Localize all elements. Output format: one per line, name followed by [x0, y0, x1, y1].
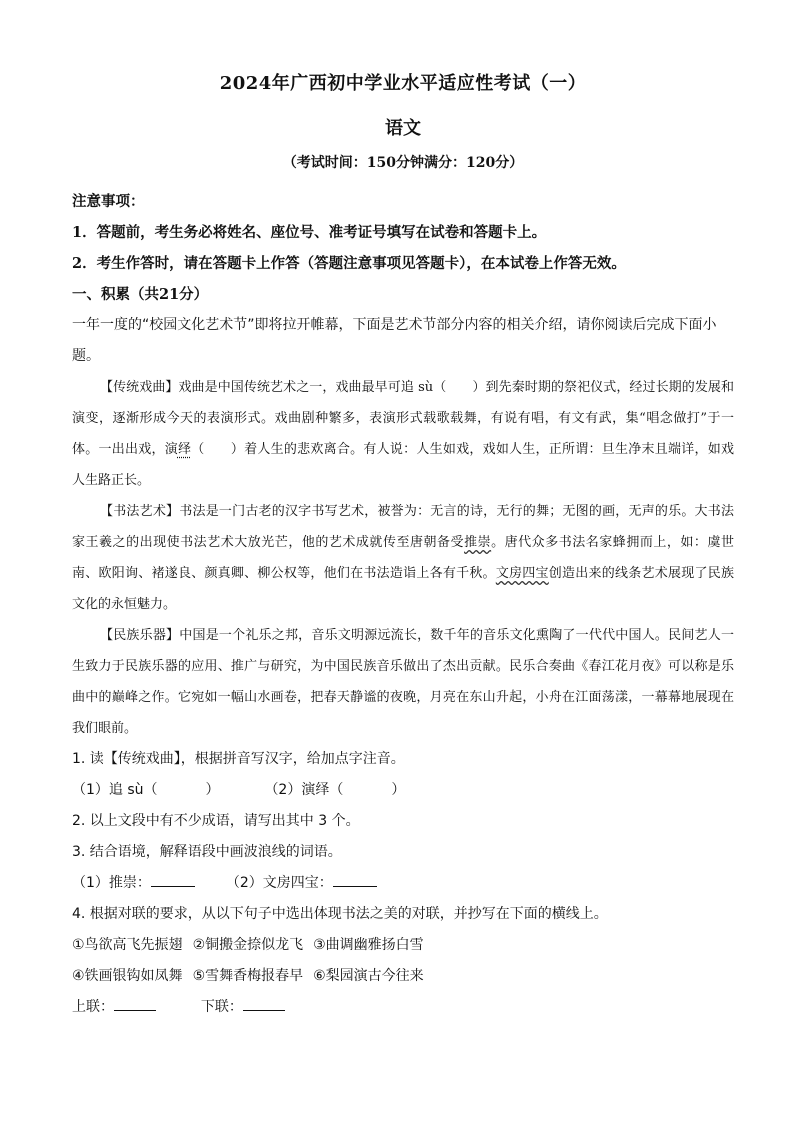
- q4-option-6: ⑥梨园演古今往来: [313, 968, 424, 984]
- q4-option-3: ③曲调幽雅扬白雪: [313, 937, 424, 953]
- q1-part-b: （2）演绎（: [264, 782, 344, 798]
- section-heading: 一、积累（共21分）: [72, 286, 209, 303]
- page-title: 2024年广西初中学业水平适应性考试（一）: [219, 73, 587, 94]
- passage-instruments: 【民族乐器】中国是一个礼乐之邦，音乐文明源远流长，数千年的音乐文化熏陶了一代代中国人。民间艺人一生致力于民族乐器的应用、推广与研究，为中国民族音乐做出了杰出贡献。民乐合奏曲《春江花月夜》可以称是乐曲中的巅峰之作。它宛如一幅山水画卷，把春天静谧的夜晚，月亮在东山升起，小舟在江面荡漾，一幕幕地展现在我们眼前。: [72, 628, 734, 736]
- q4-option-5: ⑤雪舞香梅报春早: [192, 968, 304, 984]
- q1-part-b-close: ）: [391, 782, 406, 798]
- q1-part-a-close: ）: [205, 782, 220, 798]
- subject-title: 语文: [385, 118, 421, 139]
- dotted-char: 绎: [177, 442, 192, 457]
- q4-options-row-2: [72, 961, 734, 992]
- wavy-word-wenfangsibao: 文房四宝: [495, 566, 549, 581]
- passage-calligraphy-text-1: 【书法艺术】书法是一门古老的汉字书写艺术，被誉为：无言的诗，无行的舞；无图的画，无声的乐。大书法家王羲之的出现使书法艺术大放光芒，他的艺术成就传至唐朝备受: [72, 504, 734, 550]
- q4-options-row-1: [72, 930, 734, 961]
- wavy-word-tuichong: 推崇: [464, 535, 492, 550]
- question-2-stem: 2. 以上文段中有不少成语，请写出其中 3 个。: [72, 813, 360, 829]
- question-4-stem: 4. 根据对联的要求，从以下句子中选出体现书法之美的对联，并抄写在下面的横线上。: [72, 906, 608, 922]
- passage-calligraphy-text-2: 。唐代众多书法名家蜂拥而上，如：虞世南、欧阳询、褚遂良、颜真卿、柳公权等，他们在书法造诣上各有千秋。: [72, 535, 734, 581]
- question-3-answers: [72, 868, 734, 899]
- q3-blank-a[interactable]: [151, 870, 195, 887]
- question-1-answers: [72, 775, 734, 806]
- q4-option-1: ①鸟欲高飞先振翅: [72, 937, 183, 953]
- passage-opera: [72, 372, 734, 496]
- passage-calligraphy-text-3: 创造出来的线条艺术展现了民族文化的永恒魅力。: [72, 566, 734, 612]
- q4-option-4: ④铁画银钩如凤舞: [72, 968, 183, 984]
- question-1-stem: 1. 读【传统戏曲】，根据拼音写汉字，给加点字注音。: [72, 751, 405, 767]
- q3-blank-b[interactable]: [333, 870, 377, 887]
- q4-lower-label: 下联：: [200, 999, 243, 1015]
- notice-heading: 注意事项：: [72, 193, 145, 210]
- notice-section: [72, 186, 734, 279]
- q4-upper-blank[interactable]: [114, 994, 156, 1011]
- question-3-stem: 3. 结合语境，解释语段中画波浪线的词语。: [72, 844, 342, 860]
- notice-item-2: 2．考生作答时，请在答题卡上作答（答题注意事项见答题卡），在本试卷上作答无效。: [72, 255, 626, 272]
- passage-opera-text-2: （ ）着人生的悲欢离合。有人说：人生如戏，戏如人生，正所谓：旦生净末且端详，如戏人生路正长。: [72, 442, 734, 488]
- section-intro: 一年一度的“校园文化艺术节”即将拉开帷幕，下面是艺术节部分内容的相关介绍，请你阅读后完成下面小题。: [72, 317, 717, 364]
- q4-option-2: ②铜搬金捺似龙飞: [192, 937, 304, 953]
- q4-upper-label: 上联：: [72, 999, 114, 1015]
- q4-lower-blank[interactable]: [243, 994, 285, 1011]
- q1-part-a: （1）追 sù（: [72, 782, 158, 798]
- passage-calligraphy: [72, 496, 734, 620]
- q3-part-b: （2）文房四宝：: [225, 875, 333, 891]
- exam-info: （考试时间：150分钟满分：120分）: [282, 155, 524, 171]
- passage-opera-text-1: 【传统戏曲】戏曲是中国传统艺术之一，戏曲最早可追 sù（ ）到先秦时期的祭祀仪式，经过长期的发展和演变，逐渐形成今天的表演形式。戏曲剧种繁多，表演形式载歌载舞，有说有唱，有文有武，集“唱念做打”于一体。一出出戏，演: [72, 380, 734, 457]
- q4-answer-line: [72, 992, 734, 1023]
- q3-part-a: （1）推崇：: [72, 875, 151, 891]
- notice-item-1: 1．答题前，考生务必将姓名、座位号、准考证号填写在试卷和答题卡上。: [72, 224, 547, 241]
